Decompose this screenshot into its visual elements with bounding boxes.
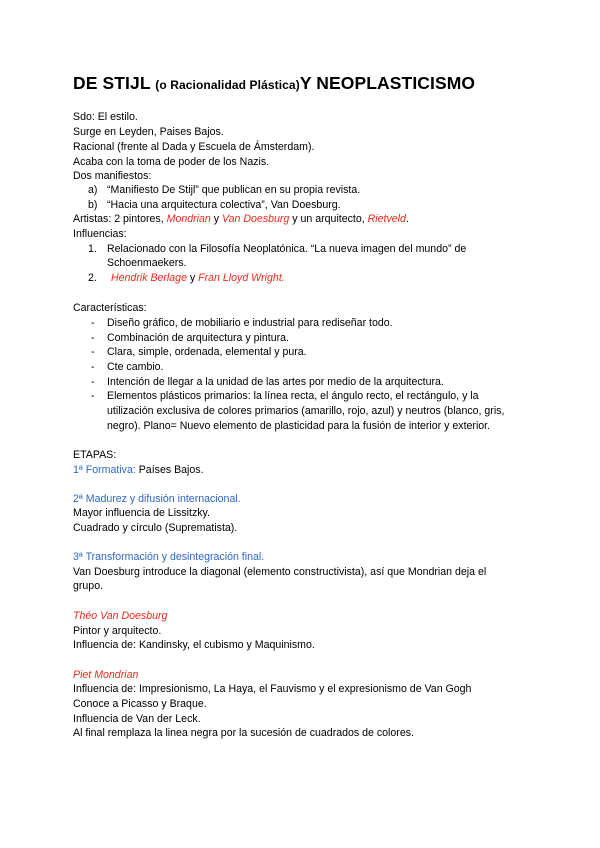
page-title <box>73 73 475 94</box>
rietveld-name: Rietveld <box>367 213 406 225</box>
etapa-2-line: Cuadrado y círculo (Suprematista). <box>73 522 238 534</box>
etapa-1-head: 1ª Formativa: <box>73 464 136 476</box>
etapa-3-head: 3ª Transformación y desintegración final. <box>73 551 265 563</box>
bullet-dash: - <box>91 317 95 329</box>
artistas-line <box>73 212 409 226</box>
etapa-3-line: grupo. <box>73 580 104 592</box>
list-item: Relacionado con la Filosofía Neoplatónica. “La nueva imagen del mundo” de <box>107 243 467 255</box>
intro-line: Acaba con la toma de poder de los Nazis. <box>73 156 270 168</box>
artistas-text: Artistas: 2 pintores, <box>73 213 167 225</box>
list-item: Elementos plásticos primarios: la línea recta, el ángulo recto, el rectángulo, y la <box>107 390 479 402</box>
list-item: Combinación de arquitectura y pintura. <box>107 332 289 344</box>
bullet-dash: - <box>91 332 95 344</box>
list-item: Diseño gráfico, de mobiliario e industrial para rediseñar todo. <box>107 317 393 329</box>
etapa-3-line: Van Doesburg introduce la diagonal (elemento constructivista), así que Mondrian deja el <box>73 566 487 578</box>
etapa-1 <box>73 463 204 477</box>
mondrian-name: Mondrian <box>166 213 211 225</box>
list-marker: a) <box>88 184 98 196</box>
theo-line: Influencia de: Kandinsky, el cubismo y Maquinismo. <box>73 639 315 651</box>
wright-name: Fran Lloyd Wright. <box>198 272 285 284</box>
bullet-dash: - <box>91 346 95 358</box>
theo-heading: Théo Van Doesburg <box>73 610 168 622</box>
list-item: Intención de llegar a la unidad de las artes por medio de la arquitectura. <box>107 376 444 388</box>
theo-line: Pintor y arquitecto. <box>73 625 162 637</box>
list-item: “Manifiesto De Stijl” que publican en su propia revista. <box>107 184 361 196</box>
list-marker: 2. <box>88 272 97 284</box>
caracteristicas-label: Características: <box>73 302 147 314</box>
intro-line: Dos manifiestos: <box>73 170 152 182</box>
artistas-text: y un arquitecto, <box>289 213 368 225</box>
influencias-label: Influencias: <box>73 228 127 240</box>
list-marker: b) <box>88 199 98 211</box>
etapa-2-line: Mayor influencia de Lissitzky. <box>73 507 210 519</box>
list-item: utilización exclusiva de colores primarios (amarillo, rojo, azul) y neutros (blanco, gris, <box>107 405 505 417</box>
etapas-label: ETAPAS: <box>73 449 117 461</box>
berlage-name: Hendrik Berlage <box>111 272 187 284</box>
piet-line: Conoce a Picasso y Braque. <box>73 698 207 710</box>
bullet-dash: - <box>91 361 95 373</box>
piet-line: Influencia de Van der Leck. <box>73 713 201 725</box>
list-item: negro). Plano= Nuevo elemento de plasticidad para la fusión de interior y exterior. <box>107 420 491 432</box>
etapa-2-head: 2ª Madurez y difusión internacional. <box>73 493 241 505</box>
bullet-dash: - <box>91 376 95 388</box>
title-sub: (o Racionalidad Plástica) <box>155 78 300 92</box>
title-end: Y NEOPLASTICISMO <box>299 73 476 93</box>
list-item-text: y <box>186 272 199 284</box>
piet-heading: Piet Mondrian <box>73 669 139 681</box>
list-item: Schoenmaekers. <box>107 257 187 269</box>
title-main: DE STIJL <box>73 73 156 93</box>
vandoesburg-name: Van Doesburg <box>221 213 290 225</box>
intro-line: Surge en Leyden, Paises Bajos. <box>73 126 224 138</box>
intro-line: Sdo: El estilo. <box>73 111 138 123</box>
list-item <box>111 271 285 285</box>
etapa-1-text: Países Bajos. <box>135 464 204 476</box>
bullet-dash: - <box>91 390 95 402</box>
list-item: Cte cambio. <box>107 361 164 373</box>
piet-line: Al final remplaza la linea negra por la sucesión de cuadrados de colores. <box>73 727 414 739</box>
list-item: “Hacia una arquitectura colectiva”, Van Doesburg. <box>107 199 341 211</box>
piet-line: Influencia de: Impresionismo, La Haya, el Fauvismo y el expresionismo de Van Gogh <box>73 683 472 695</box>
intro-line: Racional (frente al Dada y Escuela de Ámsterdam). <box>73 141 315 153</box>
list-marker: 1. <box>88 243 97 255</box>
list-item: Clara, simple, ordenada, elemental y pura. <box>107 346 307 358</box>
artistas-text: . <box>405 213 409 225</box>
artistas-text: y <box>210 213 222 225</box>
